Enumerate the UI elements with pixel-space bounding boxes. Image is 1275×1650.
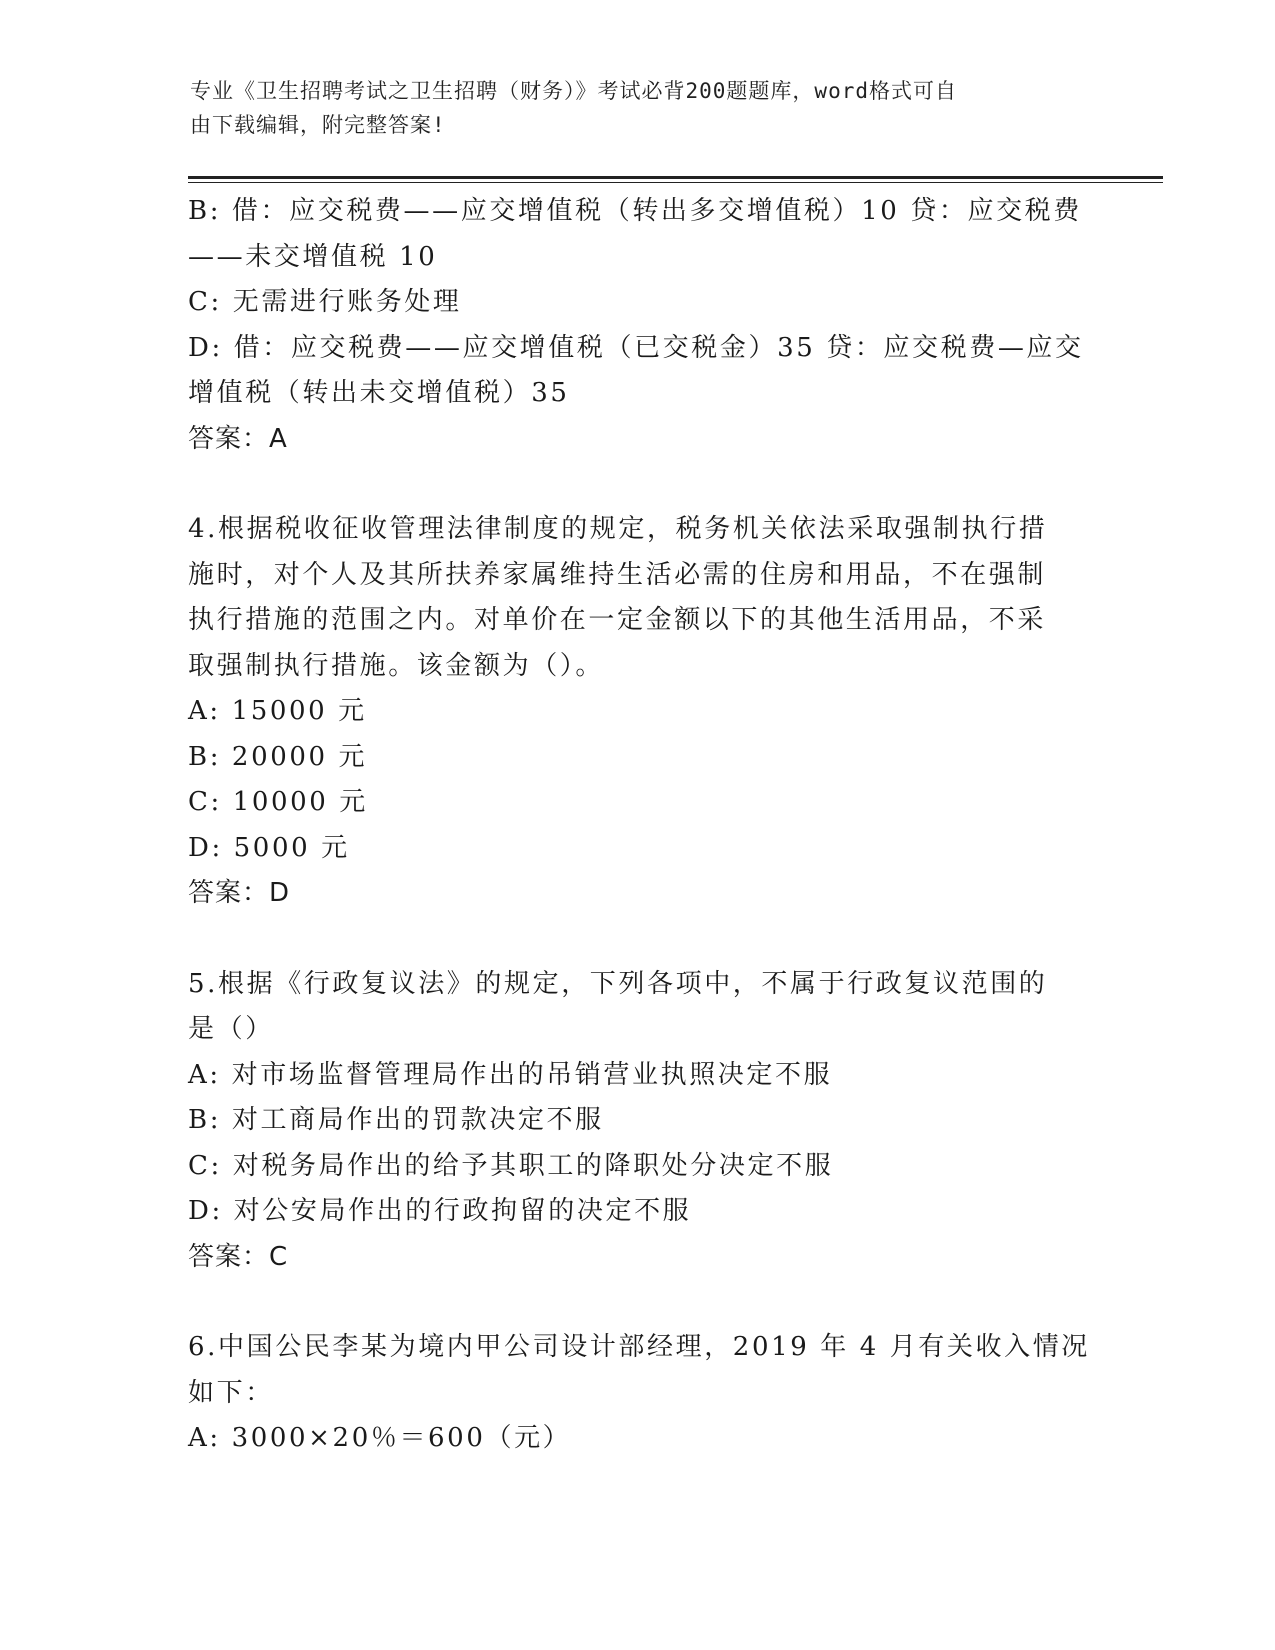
q6-stem-line-1: 6.中国公民李某为境内甲公司设计部经理，2019 年 4 月有关收入情况 [188, 1332, 1090, 1362]
header-line-1: 专业《卫生招聘考试之卫生招聘（财务）》考试必背200题题库，word格式可自 [190, 79, 957, 103]
q3-option-c: C: 无需进行账务处理 [188, 287, 462, 317]
q5-stem-line-1: 5.根据《行政复议法》的规定，下列各项中，不属于行政复议范围的 [188, 968, 1048, 999]
q4-stem-line-3: 执行措施的范围之内。对单价在一定金额以下的其他生活用品，不采 [188, 605, 1047, 635]
question-6-block [188, 1325, 1088, 1462]
header-line-2: 由下载编辑，附完整答案! [190, 113, 446, 137]
q4-option-b: B: 20000 元 [188, 741, 368, 772]
document-header [190, 74, 1070, 142]
q4-answer: 答案：D [188, 878, 291, 908]
q4-stem-line-4: 取强制执行措施。该金额为（）。 [188, 650, 605, 681]
q4-option-c: C: 10000 元 [188, 787, 368, 817]
q3-answer: 答案：A [188, 423, 288, 454]
q4-stem-line-2: 施时，对个人及其所扶养家属维持生活必需的住房和用品，不在强制 [188, 559, 1047, 590]
q5-option-b: B: 对工商局作出的罚款决定不服 [188, 1105, 604, 1135]
q4-option-d: D: 5000 元 [188, 832, 350, 863]
question-4-block [188, 507, 1088, 917]
q3-option-b-line-1: B: 借：应交税费——应交增值税（转出多交增值税）10 贷：应交税费 [188, 196, 1082, 226]
question-5-block [188, 962, 1088, 1281]
spacer [188, 462, 1088, 507]
q5-answer: 答案：C [188, 1241, 289, 1272]
q5-option-a: A: 对市场监督管理局作出的吊销营业执照决定不服 [188, 1059, 833, 1090]
question-3-block [188, 189, 1088, 462]
q4-stem-line-1: 4.根据税收征收管理法律制度的规定，税务机关依法采取强制执行措 [188, 514, 1048, 544]
q3-option-d-line-1: D: 借：应交税费——应交增值税（已交税金）35 贷：应交税费—应交 [188, 332, 1084, 363]
q5-option-d: D: 对公安局作出的行政拘留的决定不服 [188, 1196, 692, 1226]
header-divider-thick [188, 176, 1163, 179]
q6-option-a: A: 3000×20％＝600（元） [188, 1423, 572, 1453]
q6-stem-line-2: 如下： [188, 1377, 274, 1408]
q3-option-d-line-2: 增值税（转出未交增值税）35 [188, 378, 570, 408]
q5-option-c: C: 对税务局作出的给予其职工的降职处分决定不服 [188, 1150, 834, 1181]
q4-option-a: A: 15000 元 [188, 696, 367, 726]
spacer [188, 917, 1088, 962]
q3-option-b-line-2: ——未交增值税 10 [188, 241, 438, 272]
spacer [188, 1280, 1088, 1325]
q5-stem-line-2: 是（） [188, 1014, 274, 1044]
header-divider-thin [188, 182, 1163, 183]
question-content [188, 189, 1088, 1462]
